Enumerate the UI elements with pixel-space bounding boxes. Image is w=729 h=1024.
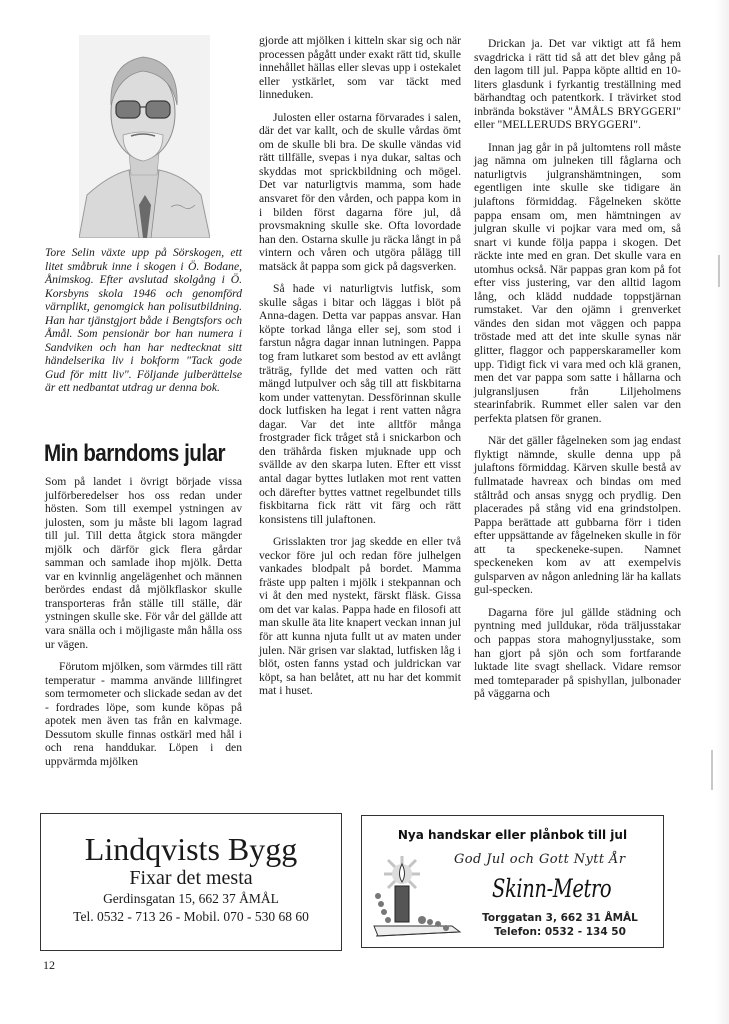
ad-company-name: Lindqvists Bygg bbox=[84, 831, 298, 867]
paragraph: Som på landet i övrigt började vissa julförberedelser hos oss redan under hösten. Som till exempel ystningen av julosten, som ju måste bli lagom lagrad till jul. Till detta åtgick stora mängder mjölk och därför gick flera gårdar samman och samlade ihop mjölk. Detta var en kvinnlig angelägenhet och männen berördes endast då mjölkflaskor skulle transporteras från ställe till ställe, där ystningen skulle ske. För vår del gällde att vara snälla och i möjligaste mån hålla oss ur vägen. bbox=[45, 475, 242, 651]
paragraph: gjorde att mjölken i kitteln skar sig och när processen pågått under exakt rätt tid, skulle innehållet hällas eller slevas upp i ostekalet eller ystkärlet, som var täckt med linneduken. bbox=[259, 34, 461, 102]
paragraph: Julosten eller ostarna förvarades i salen, där det var kallt, och de skulle vårdas ömt om de skulle bli bra. De skulle vändas vid rätt tillfälle, svepas i nya dukar, saltas och skyddas mot sprickbildning och mögel. Det var naturligtvis mamma, som hade ansvaret för den vården, och pappa kom in i bilden först dagarna före jul, då provsmakning skulle ske. Ofta lovordade han den. Ostarna skulle ju räcka långt in på vintern och våren och utgöra pålägg till matsäck åt pappa som gick på dagsverken. bbox=[259, 110, 461, 273]
ad-headline: Nya handskar eller plånbok till jul bbox=[397, 828, 628, 842]
ad-shop-name: Skinn-Metro bbox=[492, 874, 612, 903]
page-edge bbox=[715, 0, 729, 1024]
portrait-sketch-icon bbox=[79, 35, 210, 238]
article-title: Min barndoms jular bbox=[44, 440, 226, 467]
ad-address: Torggatan 3, 662 31 ÅMÅL bbox=[482, 912, 638, 924]
author-portrait bbox=[79, 35, 210, 238]
article-column-3 bbox=[474, 37, 681, 710]
article-column-2 bbox=[259, 34, 461, 707]
page-number: 12 bbox=[43, 958, 55, 972]
candle-icon bbox=[372, 856, 467, 944]
ad-lindqvists-bygg bbox=[40, 813, 342, 951]
ad-skinn-metro bbox=[361, 815, 664, 948]
ad-greeting: God Jul och Gott Nytt År bbox=[454, 852, 626, 867]
paragraph: Förutom mjölken, som värmdes till rätt temperatur - mamma använde lillfingret som termometer och slickade sedan av det - fordrades löpe, som kunde köpas på apotek men även tas från en kalvmage. Dessutom skulle finnas ostkärl med hål i och rena handdukar. Löpen i den uppvärmda mjölken bbox=[45, 660, 242, 768]
ad-phone: Tel. 0532 - 713 26 - Mobil. 070 - 530 68 60 bbox=[73, 909, 309, 924]
scan-mark bbox=[711, 750, 713, 790]
portrait-caption: Tore Selin växte upp på Sörskogen, ett litet småbruk inne i skogen i Ö. Bodane, Ånimskog. Efter avslutad skolgång i Ö. Korsbyns skola 1946 och genomförd värnplikt, genomgick han polisutbildning. Han har tjänstgjort både i Bengtsfors och Åmål. Som pensionär bor han numera i Sandviken och han har nedtecknat sitt händelserika liv i bokform "Tack gode Gud för mitt liv". Följande julberättelse är ett nedbantat utdrag ur denna bok. bbox=[45, 246, 242, 395]
paragraph: Dagarna före jul gällde städning och pyntning med julldukar, röda träljusstakar och pappas stora mahognyljusstake, som han gjort på sjön och som fortfarande luktade lite svagt shellack. Vidare remsor med tomteparader på spishyllan, julbonader på väggarna och bbox=[474, 605, 681, 701]
paragraph: När det gäller fågelneken som jag endast flyktigt nämnde, skulle denna upp på julaftons förmiddag. Kärven skulle bestå av fullmatade havreax och bindas om med ståltråd och ansas snygg och prydlig. Den placerades på stång vid ena grindstolpen. Pappa berättade att gubbarna förr i tiden efter uppsättande av fågelneken skulle in för att ta speckeneke-supen. Namnet speckeneken kom av att exempelvis gulsparven av någon anledning lär ha kallats gul-specken. bbox=[474, 434, 681, 597]
ad-contact bbox=[480, 911, 640, 939]
scan-mark bbox=[718, 255, 720, 287]
paragraph: Grisslakten tror jag skedde en eller två veckor före jul och redan före julhelgen vankades blodpalt på bordet. Mamma fräste upp palten i mjölk i stekpannan och vi åt den med nystekt, färskt fläsk. Gissa om det var kalas. Pappa hade en filosofi att man skulle äta lite knapert veckan innan jul för att kunna njuta fullt ut av maten under julen. När grisen var slaktad, lutfisken låg i blöt, osten fanns ystad och juldrickan var köpt, sa han belåtet, att nu har det kommit mat i huset. bbox=[259, 535, 461, 698]
ad-slogan: Fixar det mesta bbox=[129, 867, 253, 889]
ad-address: Gerdinsgatan 15, 662 37 ÅMÅL bbox=[103, 891, 279, 906]
ad-phone: Telefon: 0532 - 134 50 bbox=[494, 926, 626, 938]
article-column-1 bbox=[45, 475, 242, 777]
paragraph: Drickan ja. Det var viktigt att få hem svagdricka i rätt tid så att det blev gång på den lagom till jul. Pappa köpte alltid en 10-liters glasdunk i fyrkantig treställning med bärhandtag och patentkork. I trävirket stod inbrända bokstäver "ÅMÅLS BRYGGERI" eller "MELLERUDS BRYGGERI". bbox=[474, 37, 681, 132]
paragraph: Så hade vi naturligtvis lutfisk, som skulle sågas i bitar och läggas i blöt på Anna-dagen. Detta var pappas ansvar. Han köpte torkad långa eller sej, som stod i farstun några dagar innan lutningen. Pappa tog fram lutkaret som bestod av ett avlångt träträg, fyllde det med vatten och rätt mängd lutpulver och såg till att fiskbitarna kom under vattenytan. Dessförinnan skulle dock lutfisken ha legat i rent vatten några dagar. Var det inte alltför många frostgrader fick tråget stå i snickarbon och den trähårda fisken mjuknade upp och svällde av den skarpa luten. Efter ett visst antal dagar byttes lutlaken mot rent vatten och därefter byttes vattnet regelbundet tills fiskbitarna fick rätt vit färg och rätt konsistens till julaftonen. bbox=[259, 282, 461, 526]
paragraph: Innan jag går in på jultomtens roll måste jag nämna om julneken till fåglarna och naturligtvis julgranshämtningen, som egentligen inte skulle ske tidigare än julaftons förmiddag. Fågelneken skötte pappa ensam om, men hämtningen av julgran skulle vi pojkar vara med om, så snart vi kunde följa pappa i skogen. Det räckte inte med en gran. Det skulle vara en utomhus också. När pappas gran kom på fot efter viss justering, var den alltid lagom lång, och klädd nuddade toppstjärnan rumstaket. Var den ojämn i grenverket vändes den sidan mot väggen och pappa tröstade med att det inte skulle synas när glitter, flaggor och papperskarameller kom upp. Tidigt fick vi vara med och klä granen, men det var pappa som satte i hållarna och julgransljusen från Liljeholmens stearinfabrik. Rummet eller salen var den perfekta platsen för granen. bbox=[474, 140, 681, 425]
